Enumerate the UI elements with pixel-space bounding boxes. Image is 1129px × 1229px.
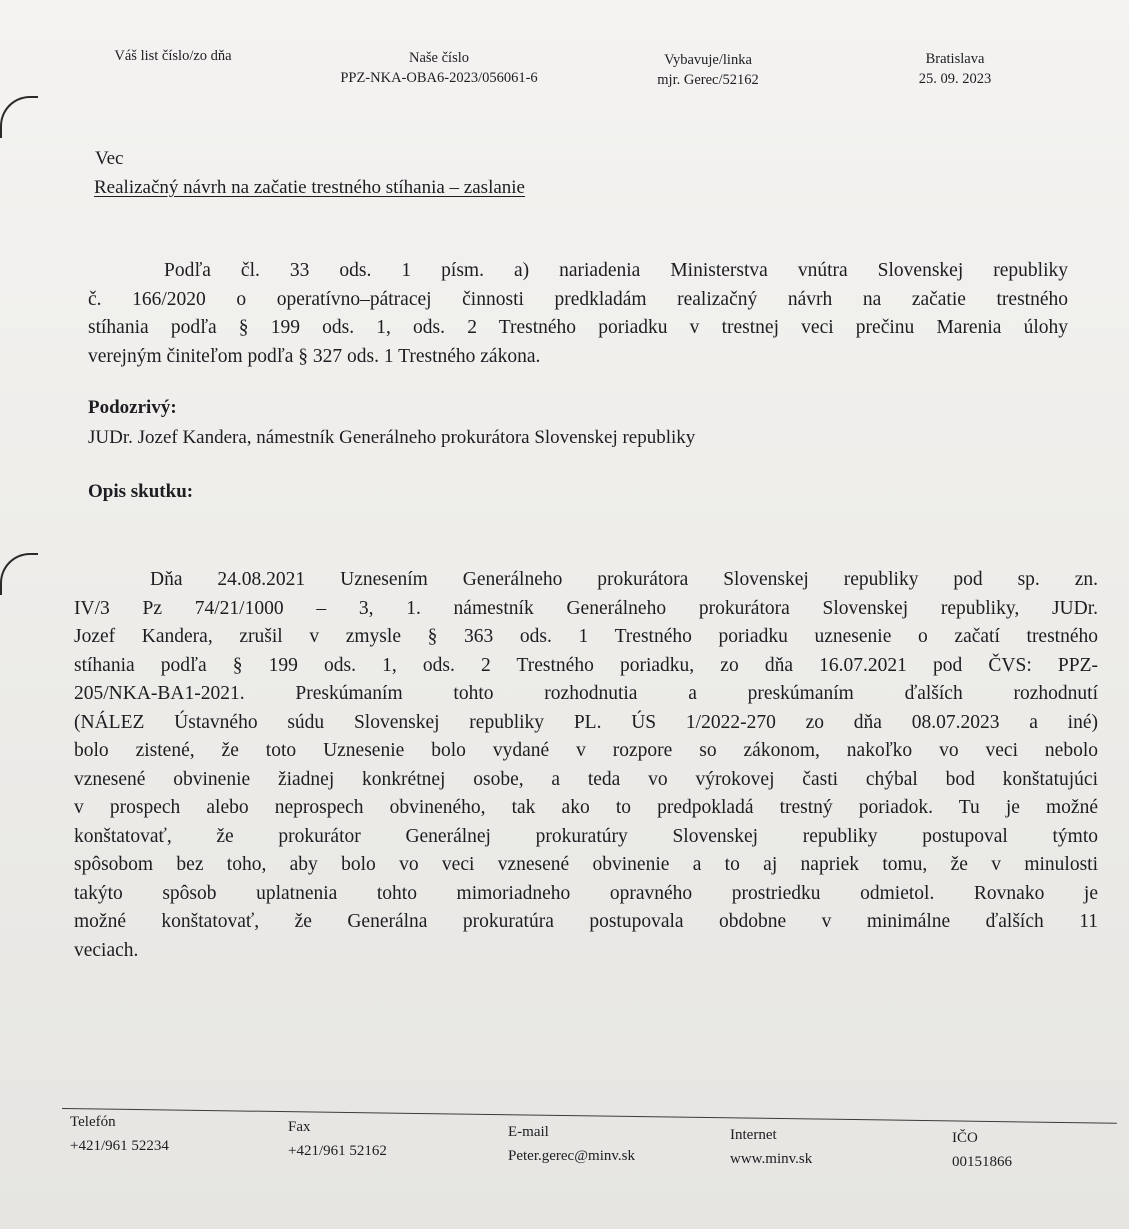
footer-phone — [70, 1110, 169, 1158]
footer-fax — [288, 1115, 387, 1163]
fax-value: +421/961 52162 — [288, 1143, 387, 1159]
description-line: 205/NKA-BA1-2021. Preskúmaním tohto rozhodnutia a preskúmaním ďalších rozhodnutí — [74, 683, 1098, 704]
date-value: 25. 09. 2023 — [918, 71, 992, 87]
description-paragraph — [74, 566, 1098, 965]
your-letter-label: Váš list číslo/zo dňa — [114, 48, 232, 64]
email-label: E-mail — [508, 1124, 549, 1140]
suspect-heading: Podozrivý: — [88, 397, 177, 418]
description-line: (NÁLEZ Ústavného súdu Slovenskej republiky PL. ÚS 1/2022-270 zo dňa 08.07.2023 a iné) — [74, 711, 1098, 733]
our-number-label: Naše číslo — [408, 50, 469, 66]
footer-email — [508, 1120, 635, 1168]
handled-by-value: mjr. Gerec/52162 — [657, 72, 759, 88]
handled-by-label: Vybavuje/linka — [664, 52, 752, 68]
ico-label: IČO — [952, 1130, 978, 1146]
description-line: Dňa 24.08.2021 Uznesením Generálneho prokurátora Slovenskej republiky pod sp. zn. — [150, 569, 1098, 590]
description-line: možné konštatovať, že Generálna prokuratúra postupovala obdobne v minimálne ďalších 11 — [74, 911, 1098, 932]
footer-internet — [730, 1123, 812, 1171]
phone-value: +421/961 52234 — [70, 1138, 169, 1154]
description-line: stíhania podľa § 199 ods. 1, ods. 2 Trestného poriadku, zo dňa 16.07.2021 pod ČVS: PPZ- — [74, 654, 1098, 676]
header-your-letter — [114, 46, 231, 66]
description-line: bolo zistené, že toto Uznesenie bolo vydané v rozpore so zákonom, nakoľko vo veci nebolo — [74, 740, 1098, 761]
subject-label: Vec — [95, 148, 124, 169]
fax-label: Fax — [288, 1119, 311, 1135]
description-line: spôsobom bez toho, aby bolo vo veci vznesené obvinenie a to aj napriek tomu, že v minulosti — [74, 854, 1098, 875]
description-line: IV/3 Pz 74/21/1000 – 3, 1. námestník Generálneho prokurátora Slovenskej republiky, JUDr. — [74, 597, 1098, 619]
intro-paragraph — [88, 257, 1068, 371]
description-line: v prospech alebo neprospech obvineného, tak ako to predpokladá trestný poriadok. Tu je možné — [74, 797, 1098, 818]
header-place-date — [919, 49, 992, 89]
phone-label: Telefón — [70, 1114, 116, 1130]
internet-label: Internet — [730, 1127, 777, 1143]
ico-value: 00151866 — [952, 1154, 1012, 1170]
description-line: vznesené obvinenie žiadnej konkrétnej osobe, a teda vo výrokovej časti chýbal bod konštatujúci — [74, 768, 1098, 790]
description-line: Jozef Kandera, zrušil v zmysle § 363 ods. 1 Trestného poriadku uznesenie o začatí trestného — [74, 626, 1098, 647]
our-number-value: PPZ-NKA-OBA6-2023/056061-6 — [340, 70, 538, 86]
footer-ico — [952, 1126, 1012, 1174]
header-handled-by — [657, 50, 758, 90]
intro-line: Podľa čl. 33 ods. 1 písm. a) nariadenia Ministerstva vnútra Slovenskej republiky — [164, 260, 1068, 281]
intro-line: stíhania podľa § 199 ods. 1, ods. 2 Trestného poriadku v trestnej veci prečinu Marenia úlohy — [88, 317, 1068, 338]
description-line: konštatovať, že prokurátor Generálnej prokuratúry Slovenskej republiky postupoval týmto — [74, 825, 1098, 847]
place-label: Bratislava — [925, 51, 985, 67]
header-our-number — [340, 48, 537, 88]
description-line: veciach. — [74, 939, 139, 961]
internet-value: www.minv.sk — [730, 1151, 813, 1167]
suspect-text: JUDr. Jozef Kandera, námestník Generálneho prokurátora Slovenskej republiky — [88, 427, 696, 448]
subject-title: Realizačný návrh na začatie trestného stíhania – zaslanie — [94, 177, 525, 198]
intro-line: č. 166/2020 o operatívno–pátracej činnosti predkladám realizačný návrh na začatie trestného — [88, 288, 1068, 310]
punch-hole-mark — [0, 96, 38, 138]
punch-hole-mark — [0, 553, 38, 595]
intro-line: verejným činiteľom podľa § 327 ods. 1 Trestného zákona. — [88, 345, 541, 367]
description-heading: Opis skutku: — [88, 481, 194, 502]
email-value: Peter.gerec@minv.sk — [508, 1148, 635, 1164]
description-line: takýto spôsob uplatnenia tohto mimoriadneho opravného prostriedku odmietol. Rovnako je — [74, 882, 1098, 904]
